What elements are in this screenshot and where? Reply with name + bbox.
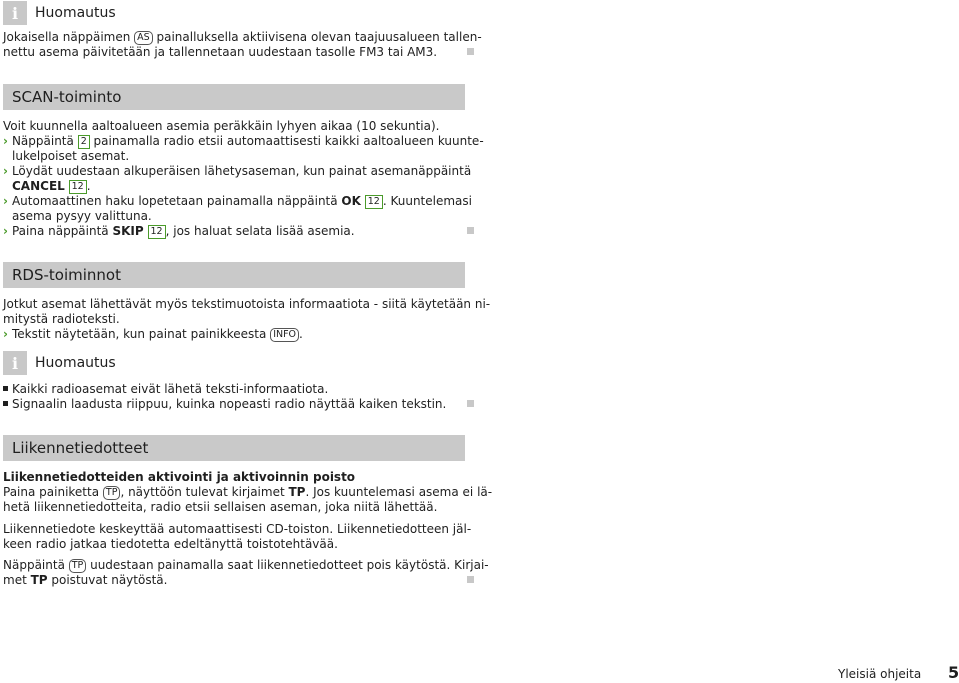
note-header <box>3 351 116 375</box>
key-info: INFO <box>270 328 299 342</box>
step-item: › Näppäintä 2 painamalla radio etsii automaattisesti kaikki aaltoalueen kuunte- <box>3 134 484 148</box>
bullet-icon <box>3 386 8 391</box>
chevron-right-icon: › <box>3 327 8 341</box>
paragraph: keen radio jatkaa tiedotetta edeltänyttä toistotehtävää. <box>3 537 338 551</box>
step-item-cont: CANCEL 12 . <box>12 179 91 193</box>
end-marker <box>467 48 474 55</box>
note-title: Huomautus <box>35 5 116 21</box>
page-number: 5 <box>948 663 959 682</box>
chevron-right-icon: › <box>3 164 8 178</box>
bullet-icon <box>3 401 8 406</box>
paragraph: hetä liikennetiedotteita, radio etsii sellaisen aseman, joka niitä lähettää. <box>3 500 438 514</box>
footer-section-title: Yleisiä ohjeita <box>838 667 922 681</box>
paragraph: Liikennetiedote keskeyttää automaattisesti CD-toiston. Liikennetiedotteen jäl- <box>3 522 472 536</box>
key-tp: TP <box>69 559 87 573</box>
key-12: 12 <box>69 180 87 194</box>
step-item: › Automaattinen haku lopetetaan painamalla näppäintä OK 12 . Kuuntelemasi <box>3 194 472 208</box>
key-12: 12 <box>148 225 166 239</box>
section-header-scan: SCAN-toiminto <box>3 84 465 110</box>
end-marker <box>467 576 474 583</box>
note-header <box>3 1 116 25</box>
step-item-cont: lukelpoiset asemat. <box>12 149 130 163</box>
chevron-right-icon: › <box>3 194 8 208</box>
info-icon: i <box>3 1 27 25</box>
step-item: › Paina näppäintä SKIP 12 , jos haluat selata lisää asemia. <box>3 224 355 238</box>
step-item-cont: asema pysyy valittuna. <box>12 209 152 223</box>
section-header-rds: RDS-toiminnot <box>3 262 465 288</box>
subsection-title: Liikennetiedotteiden aktivointi ja aktivoinnin poisto <box>3 470 356 484</box>
chevron-right-icon: › <box>3 134 8 148</box>
step-item: › Tekstit näytetään, kun painat painikkeesta INFO . <box>3 327 303 341</box>
info-icon: i <box>3 351 27 375</box>
key-tp: TP <box>103 486 121 500</box>
end-marker <box>467 227 474 234</box>
step-item: › Löydät uudestaan alkuperäisen lähetysaseman, kun painat asemanäppäintä <box>3 164 472 178</box>
chevron-right-icon: › <box>3 224 8 238</box>
key-12: 12 <box>365 195 383 209</box>
bullet-item: Signaalin laadusta riippuu, kuinka nopeasti radio näyttää kaiken tekstin. <box>3 397 473 412</box>
end-marker <box>467 400 474 407</box>
key-2: 2 <box>78 135 90 149</box>
key-as: AS <box>134 31 153 45</box>
paragraph: met TP poistuvat näytöstä. <box>3 573 168 587</box>
note-text-line: nettu asema päivitetään ja tallennetaan uudestaan tasolle FM3 tai AM3. <box>3 45 438 59</box>
note-text-line: Jokaisella näppäimen AS painalluksella aktiivisena olevan taajuusalueen tallen- <box>3 30 482 44</box>
note-title: Huomautus <box>35 355 116 371</box>
paragraph: Jotkut asemat lähettävät myös tekstimuotoista informaatiota - siitä käytetään ni- <box>3 297 491 311</box>
paragraph: Näppäintä TP uudestaan painamalla saat liikennetiedotteet pois käytöstä. Kirjai- <box>3 558 489 572</box>
paragraph: Paina painiketta TP , näyttöön tulevat kirjaimet TP. Jos kuuntelemasi asema ei lä- <box>3 485 493 499</box>
bullet-item: Kaikki radioasemat eivät lähetä teksti-informaatiota. <box>3 382 473 397</box>
section-header-traffic: Liikennetiedotteet <box>3 435 465 461</box>
paragraph: Voit kuunnella aaltoalueen asemia peräkkäin lyhyen aikaa (10 sekuntia). <box>3 119 440 133</box>
paragraph: mitystä radioteksti. <box>3 312 120 326</box>
